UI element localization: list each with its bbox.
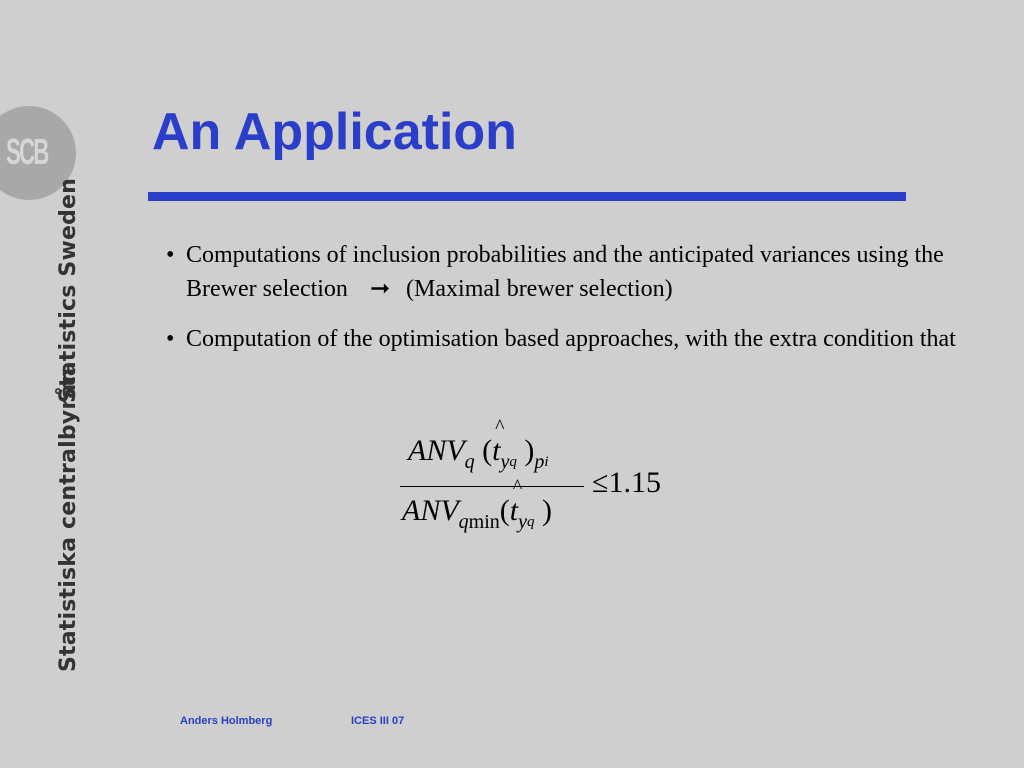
bullet-text (186, 238, 986, 306)
bullet-item (166, 238, 986, 306)
footer-author: Anders Holmberg (180, 715, 273, 727)
title-underline (148, 192, 906, 201)
vertical-label-english: Statistics Sweden (56, 177, 81, 403)
bullet-text-part1: Computations of inclusion probabilities and the anticipated variances using the Brewer selection (186, 242, 944, 302)
formula-numerator (408, 434, 549, 473)
bullet-dot: • (166, 326, 175, 352)
formula-anv: ANV (408, 434, 465, 467)
formula-sub-min: min (468, 511, 500, 533)
formula-sub-y: y (518, 511, 528, 533)
footer-event: ICES III 07 (351, 715, 405, 727)
bullet-list (166, 238, 986, 372)
logo-text: SCB (6, 131, 48, 172)
formula-sub-y: y (500, 451, 510, 473)
formula-paren: ( (499, 494, 510, 527)
formula-paren: ) (524, 434, 535, 467)
right-arrow-icon: ➞ (369, 276, 391, 302)
formula-leq: ≤ (592, 466, 609, 499)
formula-subsub-i: i (544, 454, 549, 470)
formula-denominator (402, 494, 553, 533)
slide-title: An Application (152, 103, 517, 161)
formula-t-hat: ^ t (510, 494, 518, 527)
formula-sub-q: q (458, 511, 469, 533)
formula-t-hat: ^ t (492, 434, 500, 467)
formula-paren: ( (482, 434, 493, 467)
formula-anv: ANV (402, 494, 459, 527)
vertical-label-swedish: Statistiska centralbyrån (56, 367, 81, 672)
formula-sub-p: p (534, 451, 545, 473)
formula-subsub-q: q (509, 454, 517, 470)
bullet-dot: • (166, 242, 175, 268)
formula-subsub-q: q (527, 514, 535, 530)
condition-formula (398, 432, 698, 542)
formula-value: 1.15 (608, 466, 661, 499)
formula-paren: ) (542, 494, 553, 527)
fraction-line (400, 486, 584, 487)
bullet-item (166, 322, 986, 356)
formula-sub-q: q (464, 451, 475, 473)
bullet-text-part2: (Maximal brewer selection) (406, 276, 673, 302)
formula-rhs (592, 466, 661, 500)
bullet-text: Computation of the optimisation based approaches, with the extra condition that (186, 326, 956, 352)
